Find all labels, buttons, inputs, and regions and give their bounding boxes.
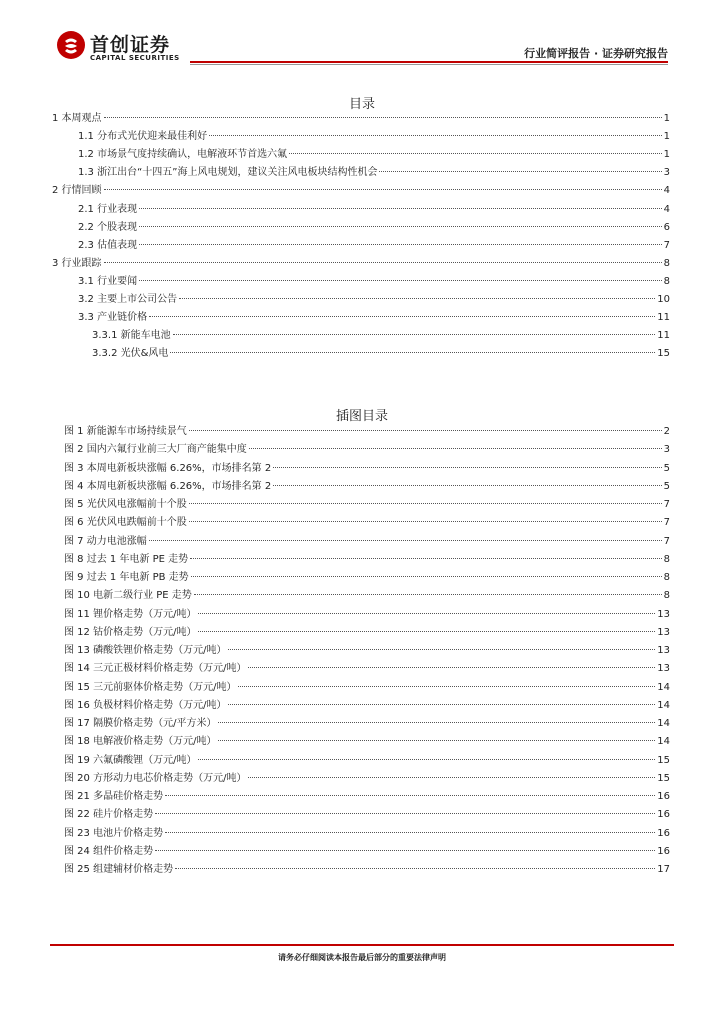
report-type-label: 行业简评报告 · 证券研究报告: [524, 47, 668, 60]
figure-entry[interactable]: [64, 790, 670, 804]
figure-entry[interactable]: [64, 571, 670, 585]
toc-title: 目录: [348, 97, 375, 112]
figure-entry[interactable]: [64, 535, 670, 549]
figure-leader-dots: [198, 759, 655, 760]
figure-entry-page: 5: [663, 480, 670, 492]
figure-leader-dots: [248, 667, 655, 668]
figure-entry-label: 图 1 新能源车市场持续景气: [64, 426, 187, 437]
figure-entry-page: 14: [657, 699, 670, 711]
figure-leader-dots: [149, 540, 662, 541]
toc-entry-label: 3 行业跟踪: [52, 257, 102, 269]
toc-entry-label: 1.1 分布式光伏迎来最佳利好: [78, 131, 208, 143]
figure-entry-page: 16: [657, 827, 670, 839]
logo-chinese-name: 首创证券: [90, 34, 171, 56]
figure-entry-page: 7: [663, 517, 670, 529]
figure-entry-page: 14: [657, 681, 670, 693]
figure-entry[interactable]: [64, 754, 670, 768]
toc-entry-label: 3.2 主要上市公司公告: [78, 294, 178, 305]
figure-entry[interactable]: [64, 717, 670, 731]
toc-entry[interactable]: [92, 329, 670, 343]
toc-leader-dots: [209, 135, 662, 136]
toc-leader-dots: [170, 352, 655, 353]
toc-entry[interactable]: [52, 257, 670, 271]
toc-entry[interactable]: [78, 293, 670, 307]
figure-leader-dots: [218, 722, 655, 723]
header-divider-red: [190, 61, 668, 63]
figures-toc-title: 插图目录: [335, 409, 388, 424]
toc-entry-label: 1.2 市场景气度持续确认，电解液环节首选六氟: [78, 149, 288, 161]
figure-leader-dots: [198, 631, 655, 632]
figure-entry-page: 3: [663, 444, 670, 456]
page-header: [0, 0, 724, 70]
toc-entry-label: 1 本周观点: [52, 113, 102, 124]
figure-entry-page: 7: [663, 499, 670, 510]
figure-entry[interactable]: [64, 735, 670, 749]
figure-leader-dots: [249, 448, 662, 449]
figure-entry-page: 5: [663, 462, 670, 474]
toc-entry[interactable]: [78, 275, 670, 289]
toc-entry-label: 2.2 个股表现: [78, 221, 138, 233]
toc-entry-label: 2 行情回顾: [52, 185, 102, 197]
figure-leader-dots: [218, 740, 655, 741]
toc-entry-page: 3: [663, 167, 670, 179]
figure-entry-label: 图 5 光伏风电涨幅前十个股: [64, 499, 187, 510]
toc-entry[interactable]: [78, 203, 670, 217]
figure-entry-label: 图 23 电池片价格走势: [64, 827, 164, 839]
figure-entry-label: 图 10 电新二级行业 PE 走势: [64, 590, 192, 602]
toc-leader-dots: [379, 171, 661, 172]
figure-entry-label: 图 6 光伏风电跌幅前十个股: [64, 517, 187, 529]
figure-entry-label: 图 7 动力电池涨幅: [64, 535, 147, 547]
toc-leader-dots: [104, 262, 662, 263]
figure-entry-page: 15: [657, 772, 670, 784]
figure-leader-dots: [273, 467, 661, 468]
toc-leader-dots: [139, 280, 662, 281]
figure-entry-label: 图 24 组件价格走势: [64, 845, 154, 857]
figure-entry-label: 图 15 三元前驱体价格走势（万元/吨）: [64, 681, 237, 693]
figure-entry-page: 8: [663, 572, 670, 583]
figure-entry[interactable]: [64, 808, 670, 822]
figure-entry[interactable]: [64, 772, 670, 786]
figure-entry-page: 14: [657, 736, 670, 748]
toc-entry-page: 8: [663, 275, 670, 287]
figure-leader-dots: [228, 649, 655, 650]
toc-entry-label: 3.1 行业要闻: [78, 275, 138, 287]
toc-entry[interactable]: [92, 347, 670, 361]
figure-entry[interactable]: [64, 516, 670, 530]
figure-entry-page: 2: [663, 426, 670, 437]
toc-leader-dots: [104, 189, 662, 190]
figure-leader-dots: [189, 521, 662, 522]
figure-entry-label: 图 11 锂价格走势（万元/吨）: [64, 608, 197, 620]
toc-entry-label: 2.3 估值表现: [78, 239, 138, 251]
figure-leader-dots: [191, 576, 662, 577]
figure-entry-page: 13: [657, 663, 670, 675]
figure-entry-page: 8: [663, 553, 670, 565]
figure-entry[interactable]: [64, 608, 670, 622]
figure-entry-page: 16: [657, 845, 670, 857]
figure-entry-label: 图 16 负极材料价格走势（万元/吨）: [64, 699, 227, 711]
figure-leader-dots: [165, 795, 655, 796]
toc-entry-page: 1: [663, 149, 670, 161]
toc-entry-label: 3.3 产业链价格: [78, 312, 148, 324]
figure-entry-label: 图 17 隔膜价格走势（元/平方米）: [64, 718, 217, 729]
figure-entry[interactable]: [64, 863, 670, 877]
figure-entry-label: 图 22 硅片价格走势: [64, 809, 154, 821]
toc-entry-label: 3.3.1 新能车电池: [92, 330, 171, 342]
figure-entry-page: 13: [657, 608, 670, 620]
toc-leader-dots: [173, 334, 656, 335]
figure-entry[interactable]: [64, 662, 670, 676]
toc-entry-page: 11: [657, 312, 670, 324]
figure-entry-label: 图 18 电解液价格走势（万元/吨）: [64, 736, 217, 748]
figure-leader-dots: [198, 613, 655, 614]
figure-leader-dots: [194, 594, 662, 595]
toc-entry-page: 10: [657, 294, 670, 305]
figure-entry-label: 图 12 钴价格走势（万元/吨）: [64, 626, 197, 638]
figure-leader-dots: [155, 813, 655, 814]
toc-entry-page: 4: [663, 185, 670, 197]
figure-entry[interactable]: [64, 644, 670, 658]
toc-entry-page: 8: [663, 257, 670, 269]
toc-entry-page: 1: [663, 131, 670, 143]
toc-entry-page: 1: [663, 113, 670, 124]
figure-leader-dots: [189, 503, 662, 504]
figure-leader-dots: [155, 850, 655, 851]
figure-entry[interactable]: [64, 480, 670, 494]
header-divider-grey: [190, 64, 668, 65]
figure-leader-dots: [175, 868, 655, 869]
toc-entry[interactable]: [78, 130, 670, 144]
toc-leader-dots: [149, 316, 655, 317]
figure-entry-page: 15: [657, 754, 670, 766]
company-logo: [56, 30, 206, 66]
figure-entry-label: 图 25 组建辅材价格走势: [64, 864, 174, 875]
figure-entry-label: 图 20 方形动力电芯价格走势（万元/吨）: [64, 772, 247, 784]
figure-entry-label: 图 2 国内六氟行业前三大厂商产能集中度: [64, 444, 247, 456]
figure-entry[interactable]: [64, 699, 670, 713]
figure-leader-dots: [228, 704, 655, 705]
figure-entry[interactable]: [64, 845, 670, 859]
figure-entry-page: 7: [663, 535, 670, 547]
figure-entry[interactable]: [64, 827, 670, 841]
logo-english-name: CAPITAL SECURITIES: [90, 54, 180, 62]
figure-entry-label: 图 19 六氟磷酸锂（万元/吨）: [64, 754, 197, 766]
toc-entry[interactable]: [78, 221, 670, 235]
figure-entry-label: 图 14 三元正极材料价格走势（万元/吨）: [64, 663, 247, 675]
toc-entry[interactable]: [52, 112, 670, 126]
toc-entry-label: 3.3.2 光伏&风电: [92, 348, 169, 360]
toc-entry[interactable]: [78, 239, 670, 253]
toc-leader-dots: [139, 226, 662, 227]
figure-leader-dots: [238, 686, 655, 687]
figure-entry-label: 图 8 过去 1 年电新 PE 走势: [64, 553, 189, 565]
figure-entry[interactable]: [64, 553, 670, 567]
toc-leader-dots: [104, 117, 662, 118]
toc-entry[interactable]: [52, 184, 670, 198]
figure-entry[interactable]: [64, 589, 670, 603]
toc-leader-dots: [139, 244, 662, 245]
toc-leader-dots: [179, 298, 655, 299]
figure-entry[interactable]: [64, 498, 670, 512]
figure-entry[interactable]: [64, 626, 670, 640]
toc-entry-page: 15: [657, 348, 670, 360]
figure-entry-page: 13: [657, 645, 670, 656]
figure-entry-page: 16: [657, 809, 670, 821]
capital-securities-logo-icon: [56, 30, 86, 60]
toc-leader-dots: [289, 153, 662, 154]
figure-entry-label: 图 4 本周电新板块涨幅 6.26%，市场排名第 2: [64, 480, 272, 492]
toc-entry-page: 11: [657, 330, 670, 342]
figure-leader-dots: [190, 558, 661, 559]
figure-entry-page: 8: [663, 590, 670, 602]
toc-entry[interactable]: [78, 148, 670, 162]
figure-entry[interactable]: [64, 443, 670, 457]
toc-entry-label: 1.3 浙江出台“十四五”海上风电规划，建议关注风电板块结构性机会: [78, 167, 378, 179]
figure-leader-dots: [189, 430, 662, 431]
figure-entry-label: 图 9 过去 1 年电新 PB 走势: [64, 572, 189, 583]
footer-divider: [50, 944, 674, 946]
figure-leader-dots: [273, 485, 661, 486]
figure-entry[interactable]: [64, 425, 670, 439]
toc-entry-page: 7: [663, 239, 670, 251]
figure-entry-page: 16: [657, 791, 670, 802]
figure-entry-page: 17: [657, 864, 670, 875]
figure-entry-page: 13: [657, 626, 670, 638]
toc-entry[interactable]: [78, 311, 670, 325]
figure-entry[interactable]: [64, 462, 670, 476]
figure-entry[interactable]: [64, 681, 670, 695]
legal-disclaimer: 请务必仔细阅读本报告最后部分的重要法律声明: [278, 953, 446, 962]
figure-entry-label: 图 3 本周电新板块涨幅 6.26%，市场排名第 2: [64, 462, 272, 474]
toc-entry-page: 4: [663, 203, 670, 215]
figure-entry-label: 图 21 多晶硅价格走势: [64, 791, 164, 802]
figure-leader-dots: [165, 832, 655, 833]
toc-leader-dots: [139, 208, 662, 209]
figure-entry-label: 图 13 磷酸铁锂价格走势（万元/吨）: [64, 645, 227, 656]
toc-entry-page: 6: [663, 221, 670, 233]
figure-entry-page: 14: [657, 718, 670, 729]
figure-leader-dots: [248, 777, 655, 778]
toc-entry-label: 2.1 行业表现: [78, 203, 138, 215]
toc-entry[interactable]: [78, 166, 670, 180]
